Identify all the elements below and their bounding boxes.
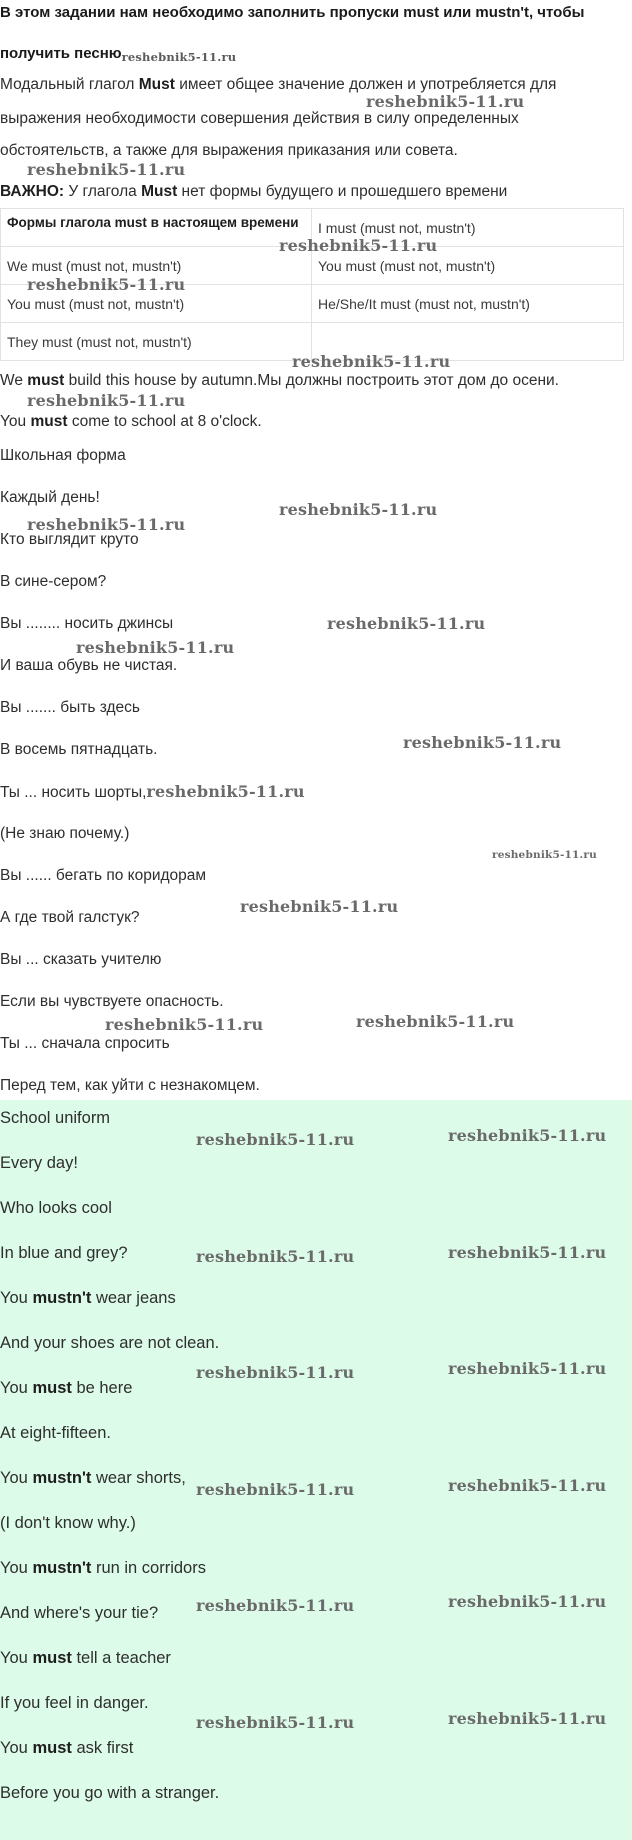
song-line-ru: Перед тем, как уйти с незнакомцем. — [0, 1077, 260, 1094]
watermark: reshebnik5-11.ru — [27, 275, 186, 294]
watermark: reshebnik5-11.ru — [76, 638, 235, 657]
description-text: Модальный глагол — [0, 76, 139, 93]
song-line-text: You — [0, 1289, 33, 1307]
description-line-2: выражения необходимости совершения действия в силу определенных — [0, 110, 519, 127]
song-line-en — [0, 1287, 176, 1309]
song-line-text: (I don't know why.) — [0, 1514, 136, 1532]
table-cell: We must (must not, mustn't) — [1, 247, 312, 285]
song-line-ru: А где твой галстук? — [0, 909, 140, 926]
watermark: reshebnik5-11.ru — [196, 1247, 355, 1266]
important-must: Must — [141, 183, 178, 200]
song-line-en — [0, 1467, 186, 1489]
song-line-en — [0, 1782, 219, 1804]
watermark: reshebnik5-11.ru — [448, 1592, 607, 1611]
song-line-ru: Школьная форма — [0, 447, 126, 464]
watermark: reshebnik5-11.ru — [121, 50, 237, 64]
song-line-en — [0, 1152, 78, 1174]
song-line-en — [0, 1737, 133, 1759]
song-line-en — [0, 1242, 128, 1264]
example-sentence — [0, 412, 262, 432]
song-line-en — [0, 1512, 136, 1534]
song-line-ru: Если вы чувствуете опасность. — [0, 993, 224, 1010]
table-cell: You must (must not, mustn't) — [1, 285, 312, 323]
song-line-text: You — [0, 1739, 33, 1757]
watermark: reshebnik5-11.ru — [403, 733, 562, 752]
task-title-line-1: В этом задании нам необходимо заполнить пропуски must или mustn't, чтобы — [0, 4, 585, 21]
song-line-text: Ты ... носить шорты, — [0, 784, 147, 801]
table-cell: They must (must not, mustn't) — [1, 323, 312, 361]
table-cell: You must (must not, mustn't) — [312, 247, 624, 285]
watermark: reshebnik5-11.ru — [448, 1243, 607, 1262]
example-text: come to school at 8 o'clock. — [67, 413, 262, 430]
watermark: reshebnik5-11.ru — [27, 391, 186, 410]
song-line-ru: В восемь пятнадцать. — [0, 741, 158, 758]
watermark: reshebnik5-11.ru — [146, 782, 305, 801]
answer-modal: must — [32, 1739, 72, 1757]
song-line-text: Who looks cool — [0, 1199, 112, 1217]
table-header-cell: Формы глагола must в настоящем времени — [1, 209, 312, 247]
song-line-text: And where's your tie? — [0, 1604, 159, 1622]
song-line-text: Every day! — [0, 1154, 78, 1172]
watermark: reshebnik5-11.ru — [279, 236, 438, 255]
song-line-text: If you feel in danger. — [0, 1694, 149, 1712]
song-line-text: wear jeans — [91, 1289, 176, 1307]
song-line-en — [0, 1422, 111, 1444]
table-cell: I must (must not, mustn't) — [312, 209, 624, 247]
song-line-text: ask first — [71, 1739, 134, 1757]
song-line-ru: Каждый день! — [0, 489, 100, 506]
description-must: Must — [138, 76, 175, 93]
example-text: You — [0, 413, 31, 430]
song-line-en — [0, 1647, 171, 1669]
song-line-text: wear shorts, — [91, 1469, 186, 1487]
watermark: reshebnik5-11.ru — [448, 1359, 607, 1378]
watermark: reshebnik5-11.ru — [279, 500, 438, 519]
answer-modal: mustn't — [32, 1289, 92, 1307]
watermark: reshebnik5-11.ru — [27, 515, 186, 534]
watermark: reshebnik5-11.ru — [448, 1709, 607, 1728]
song-line-en — [0, 1197, 112, 1219]
watermark: reshebnik5-11.ru — [196, 1480, 355, 1499]
example-text: We — [0, 372, 28, 389]
watermark: reshebnik5-11.ru — [196, 1130, 355, 1149]
watermark: reshebnik5-11.ru — [492, 849, 597, 861]
song-line-en — [0, 1107, 110, 1129]
description-text: имеет общее значение должен и употребляется для — [174, 76, 557, 93]
song-line-en — [0, 1377, 132, 1399]
watermark: reshebnik5-11.ru — [105, 1015, 264, 1034]
answer-modal: must — [32, 1379, 72, 1397]
task-title-line-2 — [0, 44, 236, 64]
song-line-text: tell a teacher — [71, 1649, 171, 1667]
important-text: У глагола — [64, 183, 142, 200]
important-label: ВАЖНО: — [0, 183, 65, 200]
song-line-text: be here — [71, 1379, 133, 1397]
table-cell: He/She/It must (must not, mustn't) — [312, 285, 624, 323]
watermark: reshebnik5-11.ru — [292, 352, 451, 371]
song-line-ru: Кто выглядит круто — [0, 531, 139, 548]
song-line-ru: И ваша обувь не чистая. — [0, 657, 178, 674]
example-text: build this house by autumn.Мы должны построить этот дом до осени. — [64, 372, 559, 389]
song-line-ru: (Не знаю почему.) — [0, 825, 130, 842]
song-line-text: School uniform — [0, 1109, 111, 1127]
song-line-text: You — [0, 1379, 33, 1397]
song-line-ru: Вы ...... бегать по коридорам — [0, 867, 207, 884]
song-line-ru: Вы ... сказать учителю — [0, 951, 162, 968]
song-line-text: You — [0, 1649, 33, 1667]
example-must: must — [27, 372, 65, 389]
song-line-ru: В сине-сером? — [0, 573, 107, 590]
song-line-text: You — [0, 1559, 33, 1577]
answer-modal: must — [32, 1649, 72, 1667]
example-must: must — [30, 413, 68, 430]
answer-modal: mustn't — [32, 1469, 92, 1487]
watermark: reshebnik5-11.ru — [196, 1363, 355, 1382]
example-sentence — [0, 371, 559, 391]
watermark: reshebnik5-11.ru — [196, 1713, 355, 1732]
song-line-text: In blue and grey? — [0, 1244, 128, 1262]
watermark: reshebnik5-11.ru — [356, 1012, 515, 1031]
song-line-ru — [0, 782, 305, 803]
song-line-text: You — [0, 1469, 33, 1487]
song-line-ru: Ты ... сначала спросить — [0, 1035, 170, 1052]
watermark: reshebnik5-11.ru — [327, 614, 486, 633]
song-line-text: And your shoes are not clean. — [0, 1334, 220, 1352]
answer-modal: mustn't — [32, 1559, 92, 1577]
watermark: reshebnik5-11.ru — [27, 160, 186, 179]
important-note — [0, 182, 507, 202]
song-line-en — [0, 1557, 206, 1579]
song-line-text: At eight-fifteen. — [0, 1424, 111, 1442]
task-title-text: получить песню — [0, 45, 122, 62]
song-line-text: run in corridors — [91, 1559, 206, 1577]
description-line-3: обстоятельств, а также для выражения приказания или совета. — [0, 142, 458, 159]
song-line-text: Before you go with a stranger. — [0, 1784, 220, 1802]
song-line-en — [0, 1692, 149, 1714]
song-line-ru: Вы ........ носить джинсы — [0, 615, 174, 632]
watermark: reshebnik5-11.ru — [448, 1126, 607, 1145]
important-text: нет формы будущего и прошедшего времени — [177, 183, 508, 200]
watermark: reshebnik5-11.ru — [366, 92, 525, 111]
song-line-en — [0, 1602, 158, 1624]
song-line-en — [0, 1332, 219, 1354]
song-line-ru: Вы ....... быть здесь — [0, 699, 140, 716]
watermark: reshebnik5-11.ru — [240, 897, 399, 916]
watermark: reshebnik5-11.ru — [448, 1476, 607, 1495]
watermark: reshebnik5-11.ru — [196, 1596, 355, 1615]
